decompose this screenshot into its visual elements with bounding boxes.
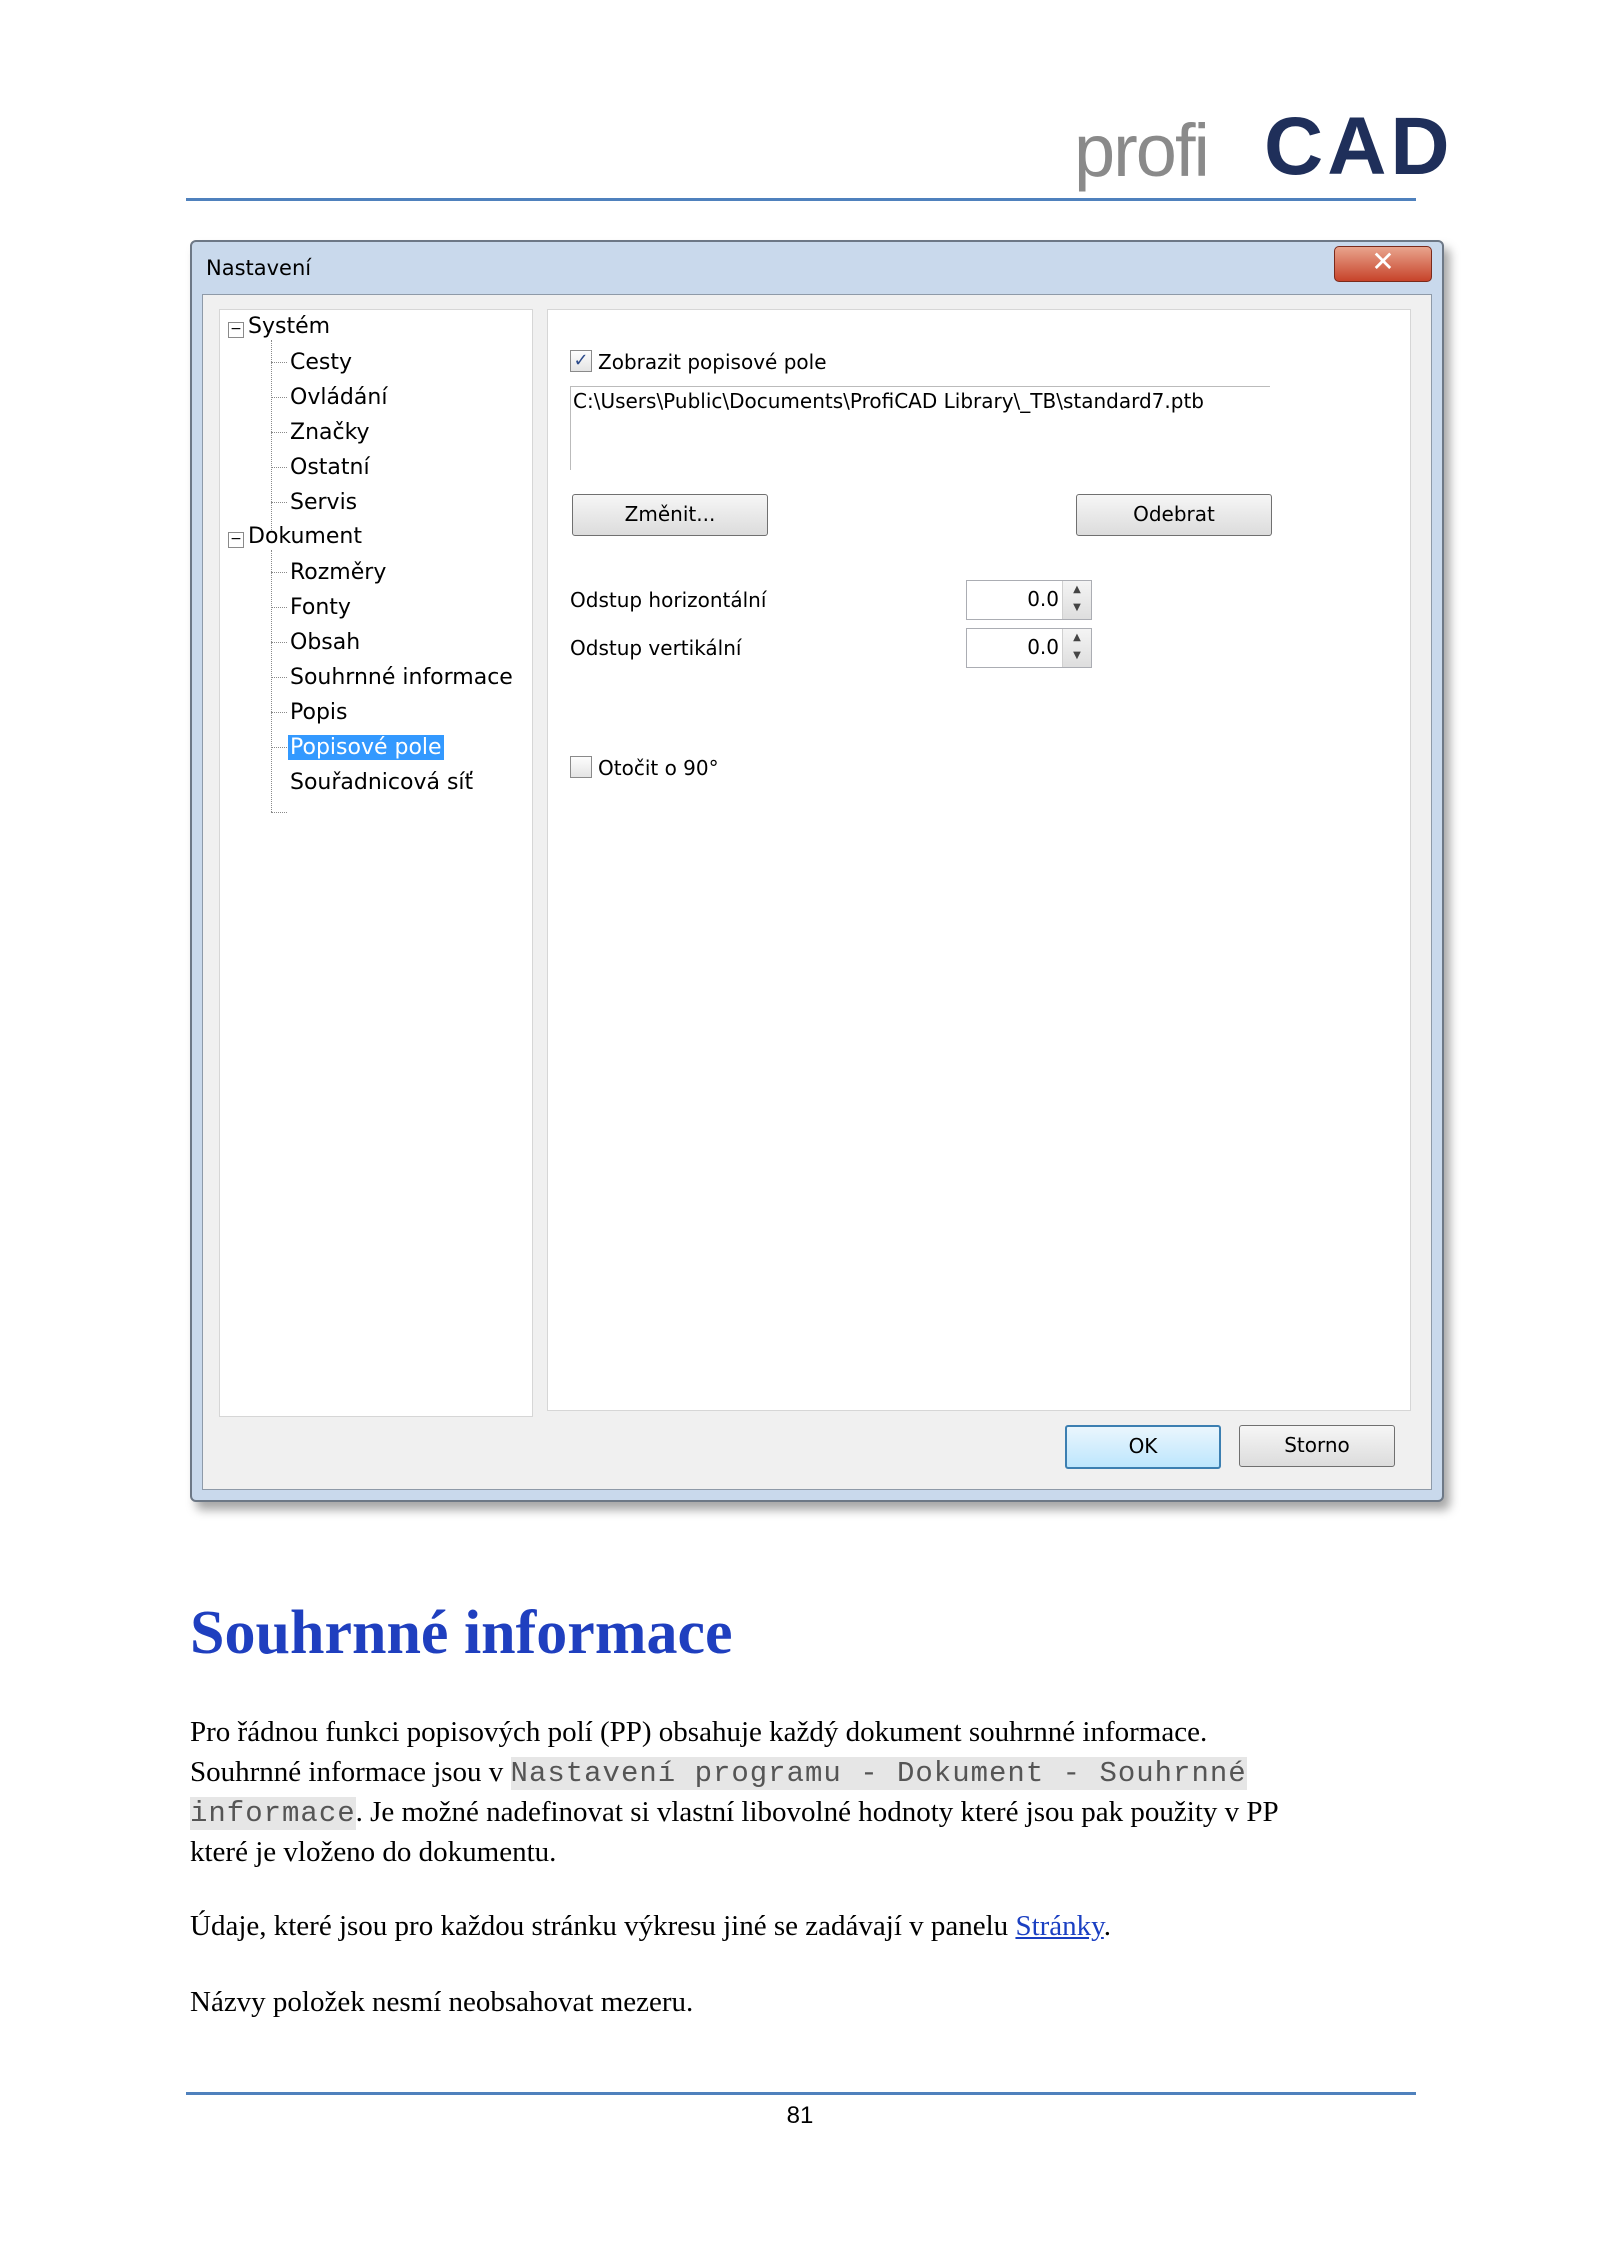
footer-rule (186, 2092, 1416, 2095)
tree-line (271, 502, 287, 503)
tree-line (271, 550, 272, 812)
offset-vertical-spinner[interactable] (966, 628, 1092, 668)
tree-collapse-system-icon[interactable]: − (228, 322, 244, 338)
header-rule (186, 198, 1416, 201)
tree-line (271, 812, 287, 813)
tree-item-souhrnne-informace[interactable]: Souhrnné informace (290, 665, 513, 690)
change-button[interactable]: Změnit... (572, 494, 768, 536)
title-block-path-field[interactable]: C:\Users\Public\Documents\ProfiCAD Library\_TB\standard7.ptb (570, 386, 1270, 470)
logo-cad-text: CAD (1264, 101, 1454, 192)
tree-line (271, 642, 287, 643)
offset-horizontal-label: Odstup horizontální (570, 588, 767, 612)
tree-line (271, 607, 287, 608)
dialog-client-area (202, 294, 1432, 1490)
settings-tree (219, 309, 533, 1417)
paragraph-line: Názvy položek nesmí neobsahovat mezeru. (190, 1986, 694, 2018)
paragraph-line (190, 1792, 1279, 1834)
close-icon: ✕ (1371, 245, 1395, 278)
tree-item-servis[interactable]: Servis (290, 490, 358, 515)
tree-line (271, 572, 287, 573)
tree-item-cesty[interactable]: Cesty (290, 350, 353, 375)
paragraph-text: . Je možné nadefinovat si vlastní libovolné hodnoty které jsou pak použity v PP (355, 1796, 1279, 1828)
paragraph-line (190, 1752, 1247, 1794)
spinner-arrows-icon[interactable]: ▲ ▼ (1062, 629, 1091, 667)
paragraph-text: . (1103, 1910, 1112, 1942)
paragraph-text: Údaje, které jsou pro každou stránku výkresu jiné se zadávají v panelu (190, 1910, 1016, 1942)
dialog-titlebar (192, 242, 1442, 294)
close-button[interactable] (1334, 246, 1432, 282)
offset-vertical-value: 0.0 (1027, 635, 1059, 659)
tree-item-ovladani[interactable]: Ovládání (290, 385, 388, 410)
offset-horizontal-value: 0.0 (1027, 587, 1059, 611)
tree-item-document[interactable]: Dokument (248, 524, 362, 549)
tree-item-fonty[interactable]: Fonty (290, 595, 351, 620)
tree-item-system[interactable]: Systém (248, 314, 331, 339)
tree-item-znacky[interactable]: Značky (290, 420, 370, 445)
paragraph-line (190, 1906, 1111, 1946)
tree-line (271, 397, 287, 398)
tree-item-obsah[interactable]: Obsah (290, 630, 361, 655)
rotate-90-checkbox[interactable] (570, 756, 592, 778)
show-title-block-label: Zobrazit popisové pole (598, 350, 827, 374)
tree-line (271, 340, 272, 532)
paragraph-line: Pro řádnou funkci popisových polí (PP) obsahuje každý dokument souhrnné informace. (190, 1716, 1208, 1748)
settings-path-code: informace (190, 1797, 356, 1830)
tree-line (271, 677, 287, 678)
remove-button[interactable]: Odebrat (1076, 494, 1272, 536)
show-title-block-checkbox[interactable]: ✓ (570, 350, 592, 372)
tree-item-ostatni[interactable]: Ostatní (290, 455, 370, 480)
spinner-arrows-icon[interactable]: ▲ ▼ (1062, 581, 1091, 619)
cancel-button[interactable]: Storno (1239, 1425, 1395, 1467)
settings-panel (547, 309, 1411, 1411)
dialog-title: Nastavení (206, 256, 312, 280)
tree-line (271, 712, 287, 713)
settings-path-code: Nastavení programu - Dokument - Souhrnné (510, 1757, 1247, 1790)
tree-line (271, 747, 287, 748)
logo-profi-text: profi (1074, 109, 1208, 192)
tree-collapse-document-icon[interactable]: − (228, 532, 244, 548)
tree-line (271, 467, 287, 468)
tree-line (271, 362, 287, 363)
ok-button[interactable]: OK (1065, 1425, 1221, 1469)
section-heading: Souhrnné informace (190, 1599, 733, 1667)
offset-vertical-label: Odstup vertikální (570, 636, 742, 660)
paragraph-text: Souhrnné informace jsou v (190, 1756, 511, 1788)
tree-line (271, 432, 287, 433)
tree-item-popisove-pole[interactable]: Popisové pole (290, 735, 442, 760)
rotate-90-label: Otočit o 90° (598, 756, 719, 780)
page-number: 81 (786, 2102, 814, 2129)
settings-dialog (190, 240, 1444, 1502)
pages-panel-link[interactable]: Stránky (1015, 1910, 1104, 1942)
tree-item-rozmery[interactable]: Rozměry (290, 560, 387, 585)
tree-item-popis[interactable]: Popis (290, 700, 348, 725)
offset-horizontal-spinner[interactable] (966, 580, 1092, 620)
tree-item-souradnicova-sit[interactable]: Souřadnicová síť (290, 770, 474, 795)
paragraph-line: které je vloženo do dokumentu. (190, 1836, 557, 1868)
